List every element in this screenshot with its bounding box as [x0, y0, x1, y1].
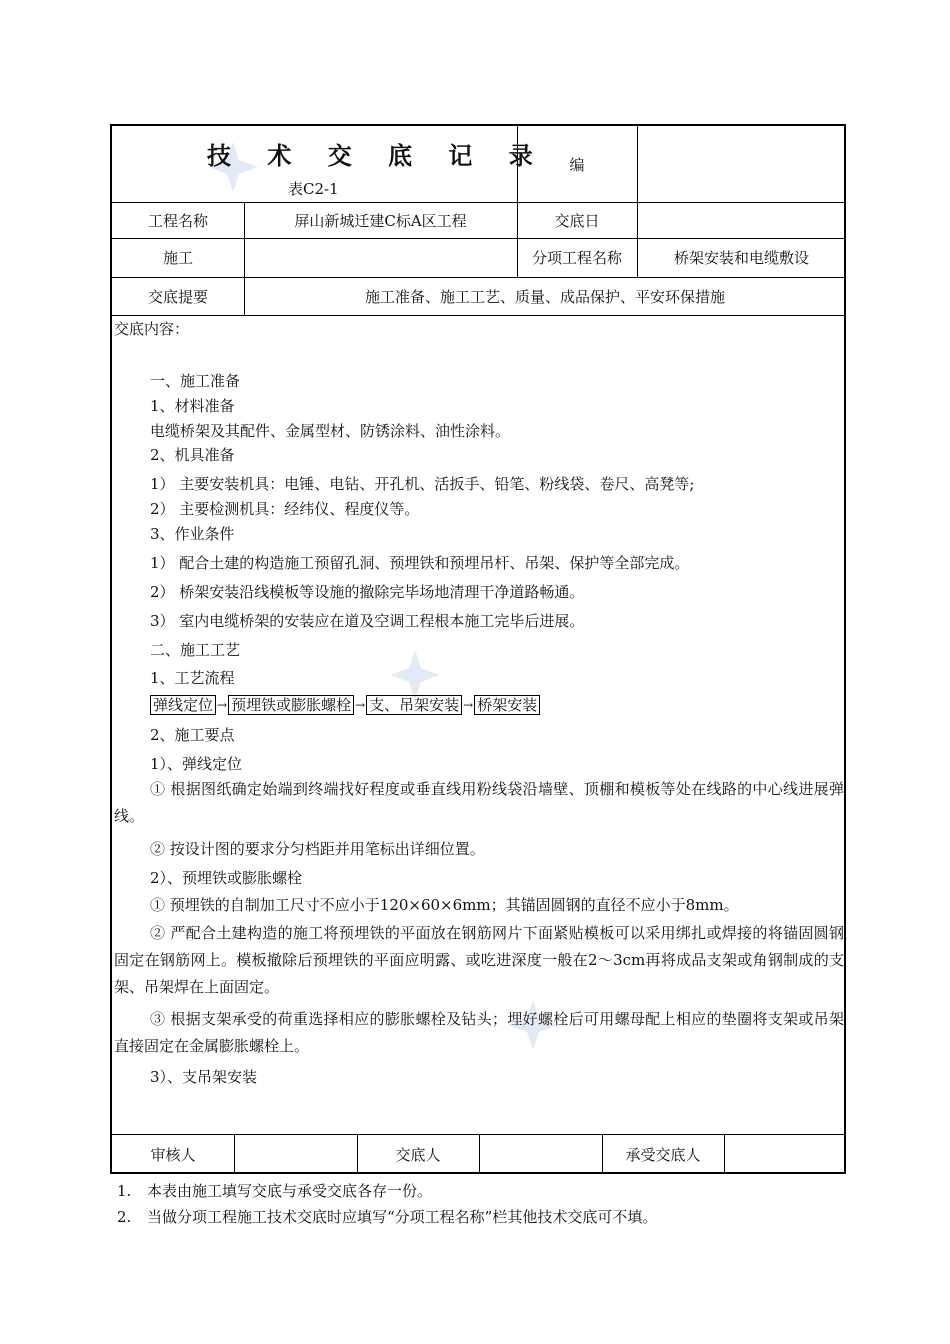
point-1-item-2: ② 按设计图的要求分匀档距并用笔标出详细位置。 [150, 840, 485, 858]
summary-value[interactable]: 施工准备、施工工艺、质量、成品保护、平安环保措施 [364, 287, 725, 306]
arrow-right-icon: → [217, 698, 228, 712]
section-1-3-title: 3、作业条件 [150, 525, 235, 543]
reviewer-value[interactable] [234, 1134, 357, 1174]
footnote-text: 本表由施工填写交底与承受交底各存一份。 [147, 1182, 433, 1200]
construction-label: 施工 [162, 249, 193, 267]
flow-step: 桥架安装 [474, 695, 540, 715]
subproject-value[interactable]: 桥架安装和电缆敷设 [673, 249, 809, 267]
process-flow [150, 695, 540, 715]
document-title: 技 术 交 底 记 录 [207, 142, 547, 170]
date-label: 交底日 [554, 211, 600, 230]
section-2-title: 二、施工工艺 [150, 641, 241, 659]
form-number: 表C2-1 [288, 180, 339, 198]
project-name-value[interactable]: 屏山新城迁建C标A区工程 [294, 211, 467, 230]
flow-step: 支、吊架安装 [366, 695, 462, 715]
section-1-title: 一、施工准备 [150, 372, 241, 390]
arrow-right-icon: → [355, 698, 366, 712]
point-2-title: 2）、预埋铁或膨胀螺栓 [150, 869, 303, 887]
point-2-item-1: ① 预埋铁的自制加工尺寸不应小于120×60×6mm；其锚固圆钢的直径不应小于8mm。 [150, 896, 739, 914]
point-1-item-1: ① 根据图纸确定始端到终端找好程度或垂直线用粉线袋沿墙壁、顶棚和模板等处在线路的中心线进展弹线。 [114, 780, 844, 825]
discloser-label: 交底人 [395, 1145, 441, 1164]
discloser-value[interactable] [479, 1134, 602, 1174]
section-2-1-title: 1、工艺流程 [150, 669, 235, 687]
content-heading: 交底内容： [114, 320, 190, 338]
reviewer-label: 审核人 [150, 1145, 196, 1164]
section-1-3-item-3: 3） 室内电缆桥架的安装应在道及空调工程根本施工完毕后进展。 [150, 612, 585, 630]
footnote [117, 1206, 657, 1227]
arrow-right-icon: → [463, 698, 474, 712]
section-1-2-title: 2、机具准备 [150, 446, 235, 464]
receiver-label: 承受交底人 [625, 1145, 701, 1164]
point-1-title: 1）、弹线定位 [150, 755, 243, 773]
footnote-number: 2. [117, 1208, 132, 1226]
summary-label: 交底提要 [147, 287, 208, 306]
section-1-1-title: 1、材料准备 [150, 397, 235, 415]
section-1-2-item-1: 1） 主要安装机具：电锤、电钻、开孔机、活扳手、铅笔、粉线袋、卷尺、高凳等; [150, 475, 695, 493]
footnote [117, 1180, 432, 1201]
subproject-label: 分项工程名称 [531, 249, 622, 267]
section-1-3-item-2: 2） 桥架安装沿线模板等设施的撤除完毕场地清理干净道路畅通。 [150, 583, 585, 601]
point-3-title: 3）、支吊架安装 [150, 1068, 258, 1086]
point-2-item-3: ③ 根据支架承受的荷重选择相应的膨胀螺栓及钻头；埋好螺栓后可用螺母配上相应的垫圈将支架或吊架直接固定在金属膨胀螺栓上。 [114, 1010, 844, 1055]
receiver-value[interactable] [724, 1134, 846, 1174]
flow-step: 弹线定位 [150, 695, 216, 715]
footnote-text: 当做分项工程施工技术交底时应填写“分项工程名称”栏其他技术交底可不填。 [147, 1208, 658, 1226]
point-2-item-2: ② 严配合土建构造的施工将预埋铁的平面放在钢筋网片下面紧贴模板可以采用绑扎或焊接的将锚固圆钢固定在钢筋网上。模板撤除后预埋铁的平面应明露、或吃进深度一般在2～3cm再将成品支架或角钢制成的支架、吊架焊在上面固定。 [114, 924, 844, 996]
section-2-2-title: 2、施工要点 [150, 726, 235, 744]
flow-step: 预埋铁或膨胀螺栓 [228, 695, 354, 715]
footnote-number: 1. [117, 1182, 132, 1200]
bian-value[interactable] [637, 126, 846, 202]
project-name-label: 工程名称 [147, 211, 208, 230]
construction-value[interactable] [244, 238, 517, 277]
section-1-1-text: 电缆桥架及其配件、金属型材、防锈涂料、油性涂料。 [150, 422, 511, 440]
bian-label: 编 [569, 155, 585, 174]
disclosure-record-table [110, 124, 846, 1174]
section-1-2-item-2: 2） 主要检测机具：经纬仪、程度仪等。 [150, 500, 420, 518]
date-value[interactable] [637, 202, 846, 238]
section-1-3-item-1: 1） 配合土建的构造施工预留孔洞、预埋铁和预埋吊杆、吊架、保护等全部完成。 [150, 554, 690, 572]
